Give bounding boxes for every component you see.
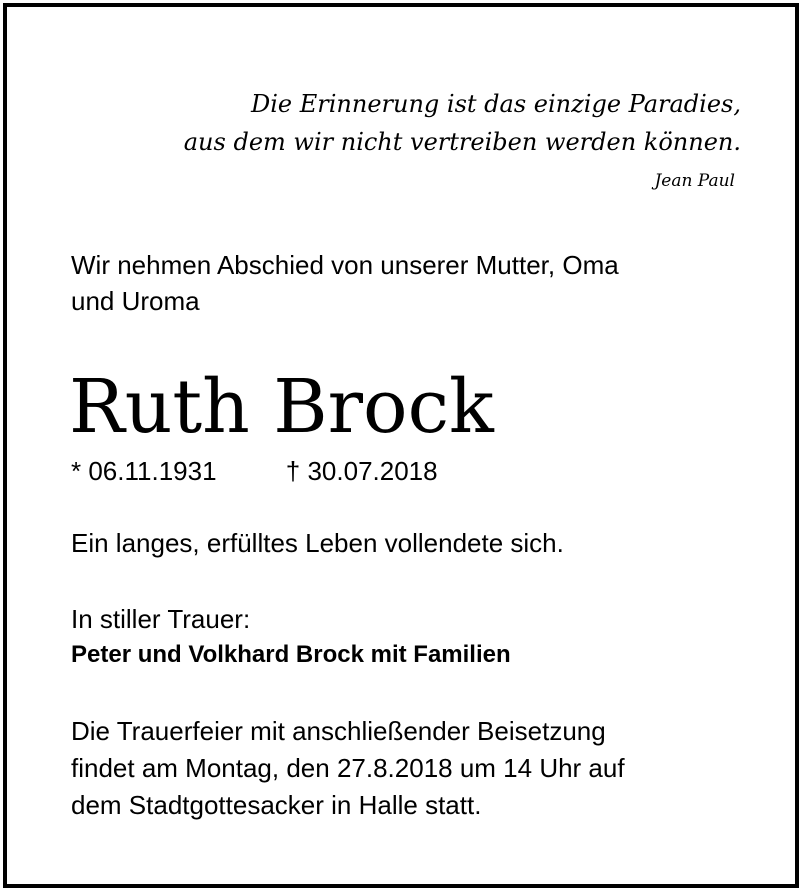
life-statement: Ein langes, erfülltes Leben vollendete sich. (71, 528, 564, 558)
mourners-names: Peter und Volkhard Brock mit Familien (71, 641, 511, 668)
obituary-frame (3, 3, 799, 888)
quote-line-2: aus dem wir nicht vertreiben werden können. (183, 128, 741, 156)
mourners-block (71, 601, 511, 673)
quote-line-1: Die Erinnerung ist das einzige Paradies, (251, 90, 741, 118)
service-line-1: Die Trauerfeier mit anschließender Beisetzung (71, 716, 606, 746)
intro-text (71, 247, 619, 319)
mourners-label: In stiller Trauer: (71, 604, 251, 634)
epigraph-quote (184, 85, 741, 161)
service-line-3: dem Stadtgottesacker in Halle statt. (71, 790, 482, 820)
intro-line-1: Wir nehmen Abschied von unserer Mutter, Oma (71, 250, 619, 280)
deceased-name: Ruth Brock (69, 364, 494, 450)
service-line-2: findet am Montag, den 27.8.2018 um 14 Uhr auf (71, 753, 625, 783)
quote-author: Jean Paul (654, 171, 735, 191)
funeral-service-info (71, 713, 625, 824)
birth-date: * 06.11.1931 (71, 456, 217, 486)
death-date: † 30.07.2018 (285, 456, 438, 486)
life-dates (71, 453, 438, 489)
intro-line-2: und Uroma (71, 286, 200, 316)
